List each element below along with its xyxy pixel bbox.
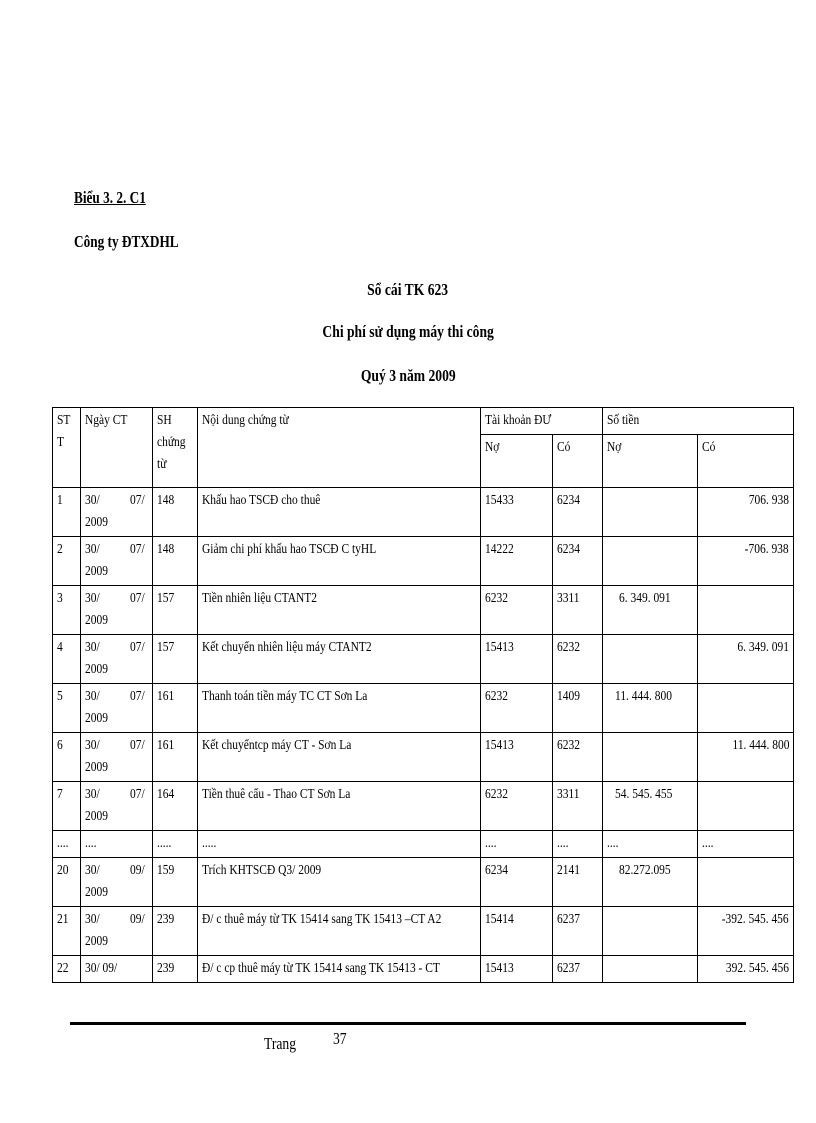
cell-credit-acc-text: 6232 — [557, 738, 580, 753]
ellipsis-cell-text: .... — [485, 836, 497, 851]
cell-credit-acc-text: 3311 — [557, 787, 580, 802]
cell-sh — [153, 586, 198, 635]
cell-credit-acc — [553, 782, 603, 831]
header-amount-credit-text: Có — [702, 440, 716, 455]
ellipsis-cell-text: ..... — [202, 836, 217, 851]
cell-content — [198, 782, 481, 831]
cell-sh-text: 148 — [157, 542, 175, 557]
cell-amount-debit — [603, 782, 698, 831]
header-amount-debit — [603, 435, 698, 488]
cell-content-text: Kết chuyểntcp máy CT - Sơn La — [202, 738, 352, 753]
cell-sh — [153, 733, 198, 782]
cell-sh-text: 157 — [157, 591, 175, 606]
cell-content-text: Tiền nhiên liệu CTANT2 — [202, 591, 318, 606]
cell-amount-debit — [603, 586, 698, 635]
cell-debit-acc — [481, 537, 553, 586]
cell-debit-acc — [481, 782, 553, 831]
header-date — [81, 408, 153, 488]
ellipsis-cell-text: .... — [557, 836, 569, 851]
date-year: 2009 — [85, 662, 108, 677]
header-stt — [53, 408, 81, 488]
cell-sh-text: 239 — [157, 961, 175, 976]
header-sh — [153, 408, 198, 488]
cell-amount-credit-text: -706. 938 — [744, 542, 789, 557]
ledger-subtitle-text: Chi phí sử dụng máy thi công — [322, 322, 494, 341]
footer-divider — [70, 1022, 746, 1025]
cell-amount-debit-text: 11. 444. 800 — [615, 689, 673, 704]
cell-stt-text: 21 — [57, 912, 69, 927]
ellipsis-cell — [698, 831, 794, 858]
cell-stt — [53, 733, 81, 782]
cell-content-text: Thanh toán tiền máy TC CT Sơn La — [202, 689, 368, 704]
cell-credit-acc — [553, 684, 603, 733]
cell-credit-acc-text: 6234 — [557, 493, 580, 508]
cell-debit-acc — [481, 488, 553, 537]
cell-stt — [53, 684, 81, 733]
date-part: 30/ — [85, 493, 100, 508]
header-sh-line1: SH — [157, 413, 172, 428]
cell-content — [198, 733, 481, 782]
cell-credit-acc-text: 6232 — [557, 640, 580, 655]
cell-amount-debit — [603, 635, 698, 684]
table-row — [53, 586, 794, 635]
cell-date — [81, 586, 153, 635]
cell-debit-acc — [481, 635, 553, 684]
cell-credit-acc — [553, 733, 603, 782]
cell-credit-acc-text: 1409 — [557, 689, 580, 704]
header-amount-credit — [698, 435, 794, 488]
date-year: 2009 — [85, 515, 108, 530]
cell-amount-credit — [698, 586, 794, 635]
cell-amount-credit — [698, 635, 794, 684]
cell-sh — [153, 907, 198, 956]
cell-sh-text: 157 — [157, 640, 175, 655]
date-year: 2009 — [85, 564, 108, 579]
page-label: Trang — [264, 1034, 296, 1053]
cell-credit-acc-text: 6237 — [557, 961, 580, 976]
cell-stt-text: 5 — [57, 689, 63, 704]
date-part: 30/ — [85, 591, 100, 606]
cell-debit-acc — [481, 586, 553, 635]
cell-date — [81, 635, 153, 684]
cell-date — [81, 907, 153, 956]
ellipsis-cell — [603, 831, 698, 858]
cell-sh-text: 164 — [157, 787, 175, 802]
cell-stt-text: 2 — [57, 542, 63, 557]
table-row — [53, 635, 794, 684]
cell-debit-acc-text: 6234 — [485, 863, 508, 878]
header-date-text: Ngày CT — [85, 413, 128, 428]
cell-debit-acc-text: 6232 — [485, 591, 508, 606]
cell-sh-text: 161 — [157, 689, 175, 704]
cell-credit-acc-text: 3311 — [557, 591, 580, 606]
cell-content-text: Trích KHTSCĐ Q3/ 2009 — [202, 863, 322, 878]
table-row — [53, 733, 794, 782]
cell-amount-debit — [603, 684, 698, 733]
ledger-period-text: Quý 3 năm 2009 — [360, 366, 456, 385]
cell-sh-text: 159 — [157, 863, 175, 878]
cell-debit-acc-text: 14222 — [485, 542, 514, 557]
cell-debit-acc-text: 6232 — [485, 689, 508, 704]
cell-amount-credit — [698, 684, 794, 733]
cell-amount-debit-text: 54. 545. 455 — [615, 787, 673, 802]
cell-date — [81, 488, 153, 537]
date-part: 30/ — [85, 689, 100, 704]
cell-amount-debit — [603, 956, 698, 983]
date-top — [85, 735, 148, 757]
cell-sh — [153, 782, 198, 831]
cell-content-text: Giảm chi phí khấu hao TSCĐ C tyHL — [202, 542, 377, 557]
cell-sh-text: 148 — [157, 493, 175, 508]
header-stt-line1: ST — [57, 413, 71, 428]
cell-credit-acc-text: 2141 — [557, 863, 580, 878]
date-year: 2009 — [85, 760, 108, 775]
cell-sh — [153, 635, 198, 684]
cell-date — [81, 537, 153, 586]
cell-credit-acc — [553, 586, 603, 635]
ellipsis-cell — [53, 831, 81, 858]
cell-debit-acc — [481, 684, 553, 733]
cell-stt — [53, 586, 81, 635]
cell-date — [81, 782, 153, 831]
cell-debit-acc-text: 6232 — [485, 787, 508, 802]
cell-sh — [153, 537, 198, 586]
table-row — [53, 858, 794, 907]
ellipsis-cell — [81, 831, 153, 858]
cell-sh-text: 239 — [157, 912, 175, 927]
company-name: Công ty ĐTXDHL — [74, 232, 179, 251]
cell-credit-acc-text: 6234 — [557, 542, 580, 557]
cell-content — [198, 956, 481, 983]
date-part: 07/ — [130, 493, 145, 508]
cell-amount-credit-text: 11. 444. 800 — [732, 738, 789, 753]
cell-amount-debit — [603, 537, 698, 586]
cell-content-text: Đ/ c thuê máy từ TK 15414 sang TK 15413 –CT A2 — [202, 912, 442, 927]
ellipsis-cell-text: .... — [702, 836, 714, 851]
header-sh-line3: từ — [157, 457, 167, 472]
header-stt-line2: T — [57, 435, 65, 450]
cell-content — [198, 488, 481, 537]
table-row — [53, 782, 794, 831]
page-number: 37 — [333, 1029, 347, 1048]
cell-content-text: Khấu hao TSCĐ cho thuê — [202, 493, 321, 508]
cell-stt-text: 3 — [57, 591, 63, 606]
ledger-table — [52, 407, 794, 983]
header-debit-acc — [481, 435, 553, 488]
cell-amount-credit-text: -392. 545. 456 — [722, 912, 789, 927]
cell-debit-acc-text: 15433 — [485, 493, 514, 508]
ellipsis-cell-text: ..... — [157, 836, 172, 851]
date-part: 07/ — [130, 689, 145, 704]
date-part: 07/ — [130, 738, 145, 753]
cell-credit-acc — [553, 635, 603, 684]
cell-amount-credit — [698, 956, 794, 983]
header-credit-acc-text: Có — [557, 440, 571, 455]
cell-stt-text: 6 — [57, 738, 63, 753]
date-part: 09/ — [130, 863, 145, 878]
cell-stt — [53, 782, 81, 831]
cell-stt — [53, 537, 81, 586]
date-top — [85, 784, 148, 806]
ellipsis-cell — [198, 831, 481, 858]
cell-debit-acc-text: 15413 — [485, 961, 514, 976]
cell-content-text: Kết chuyển nhiên liệu máy CTANT2 — [202, 640, 372, 655]
header-amount-group-text: Số tiền — [607, 413, 640, 428]
date-top — [85, 539, 148, 561]
cell-credit-acc — [553, 907, 603, 956]
ellipsis-row — [53, 831, 794, 858]
date-part: 07/ — [130, 787, 145, 802]
cell-credit-acc-text: 6237 — [557, 912, 580, 927]
table-row — [53, 488, 794, 537]
cell-sh — [153, 488, 198, 537]
date-year: 2009 — [85, 809, 108, 824]
cell-debit-acc — [481, 733, 553, 782]
header-account-group — [481, 408, 603, 435]
cell-amount-credit-text: 6. 349. 091 — [737, 640, 789, 655]
cell-stt — [53, 635, 81, 684]
cell-content — [198, 684, 481, 733]
ellipsis-cell-text: .... — [57, 836, 69, 851]
header-credit-acc — [553, 435, 603, 488]
cell-stt — [53, 488, 81, 537]
cell-content — [198, 635, 481, 684]
table-row — [53, 537, 794, 586]
cell-amount-credit-text: 392. 545. 456 — [725, 961, 789, 976]
date-top — [85, 490, 148, 512]
date-text: 30/ 09/ — [85, 961, 118, 976]
date-part: 30/ — [85, 787, 100, 802]
cell-amount-credit — [698, 488, 794, 537]
cell-stt — [53, 907, 81, 956]
table-row — [53, 956, 794, 983]
table-row — [53, 684, 794, 733]
cell-content — [198, 586, 481, 635]
cell-stt — [53, 956, 81, 983]
header-content-text: Nội dung chứng từ — [202, 413, 289, 428]
cell-sh — [153, 858, 198, 907]
cell-sh — [153, 956, 198, 983]
cell-amount-credit — [698, 537, 794, 586]
cell-stt-text: 1 — [57, 493, 63, 508]
cell-debit-acc-text: 15413 — [485, 738, 514, 753]
table-header-row — [53, 408, 794, 435]
ellipsis-cell-text: .... — [607, 836, 619, 851]
header-sh-line2: chứng — [157, 435, 186, 450]
date-year: 2009 — [85, 613, 108, 628]
date-part: 09/ — [130, 912, 145, 927]
cell-stt-text: 4 — [57, 640, 63, 655]
cell-debit-acc — [481, 858, 553, 907]
date-top — [85, 686, 148, 708]
date-part: 30/ — [85, 640, 100, 655]
date-top — [85, 588, 148, 610]
cell-debit-acc-text: 15413 — [485, 640, 514, 655]
cell-date — [81, 858, 153, 907]
cell-credit-acc — [553, 537, 603, 586]
cell-amount-debit-text: 6. 349. 091 — [618, 591, 671, 606]
header-amount-group — [603, 408, 794, 435]
cell-sh-text: 161 — [157, 738, 175, 753]
cell-credit-acc — [553, 956, 603, 983]
document-label: Biểu 3. 2. C1 — [74, 188, 146, 207]
date-part: 07/ — [130, 591, 145, 606]
date-top — [85, 860, 148, 882]
date-year: 2009 — [85, 885, 108, 900]
cell-amount-credit — [698, 907, 794, 956]
cell-content — [198, 537, 481, 586]
date-part: 07/ — [130, 542, 145, 557]
cell-credit-acc — [553, 858, 603, 907]
date-part: 30/ — [85, 738, 100, 753]
cell-stt-text: 20 — [57, 863, 69, 878]
cell-amount-credit-text: 706. 938 — [748, 493, 789, 508]
cell-sh — [153, 684, 198, 733]
header-debit-acc-text: Nợ — [485, 440, 500, 455]
date-part: 30/ — [85, 542, 100, 557]
table-row — [53, 907, 794, 956]
cell-debit-acc — [481, 907, 553, 956]
cell-date — [81, 956, 153, 983]
cell-credit-acc — [553, 488, 603, 537]
cell-amount-debit-text: 82.272.095 — [618, 863, 671, 878]
cell-content-text: Tiền thuê cẩu - Thao CT Sơn La — [202, 787, 351, 802]
date-part: 07/ — [130, 640, 145, 655]
cell-content — [198, 907, 481, 956]
cell-amount-debit — [603, 907, 698, 956]
ellipsis-cell-text: .... — [85, 836, 97, 851]
date-year: 2009 — [85, 711, 108, 726]
cell-amount-debit — [603, 488, 698, 537]
cell-amount-credit — [698, 782, 794, 831]
cell-amount-credit — [698, 858, 794, 907]
cell-amount-credit — [698, 733, 794, 782]
date-top — [85, 909, 148, 931]
ledger-period — [0, 366, 816, 386]
cell-content-text: Đ/ c cp thuê máy từ TK 15414 sang TK 15413 - CT — [202, 961, 440, 976]
ellipsis-cell — [481, 831, 553, 858]
cell-date — [81, 684, 153, 733]
ledger-title-text: Sổ cái TK 623 — [367, 280, 449, 299]
cell-debit-acc-text: 15414 — [485, 912, 514, 927]
date-top — [85, 637, 148, 659]
header-amount-debit-text: Nợ — [607, 440, 622, 455]
ellipsis-cell — [153, 831, 198, 858]
cell-content — [198, 858, 481, 907]
cell-amount-debit — [603, 858, 698, 907]
cell-stt-text: 7 — [57, 787, 63, 802]
cell-date — [81, 733, 153, 782]
date-part: 30/ — [85, 863, 100, 878]
header-content — [198, 408, 481, 488]
header-account-group-text: Tài khoản ĐƯ — [485, 413, 552, 428]
cell-amount-debit — [603, 733, 698, 782]
ledger-subtitle — [0, 322, 816, 342]
cell-stt — [53, 858, 81, 907]
date-year: 2009 — [85, 934, 108, 949]
date-part: 30/ — [85, 912, 100, 927]
ledger-title — [0, 280, 816, 300]
cell-debit-acc — [481, 956, 553, 983]
cell-stt-text: 22 — [57, 961, 69, 976]
ellipsis-cell — [553, 831, 603, 858]
